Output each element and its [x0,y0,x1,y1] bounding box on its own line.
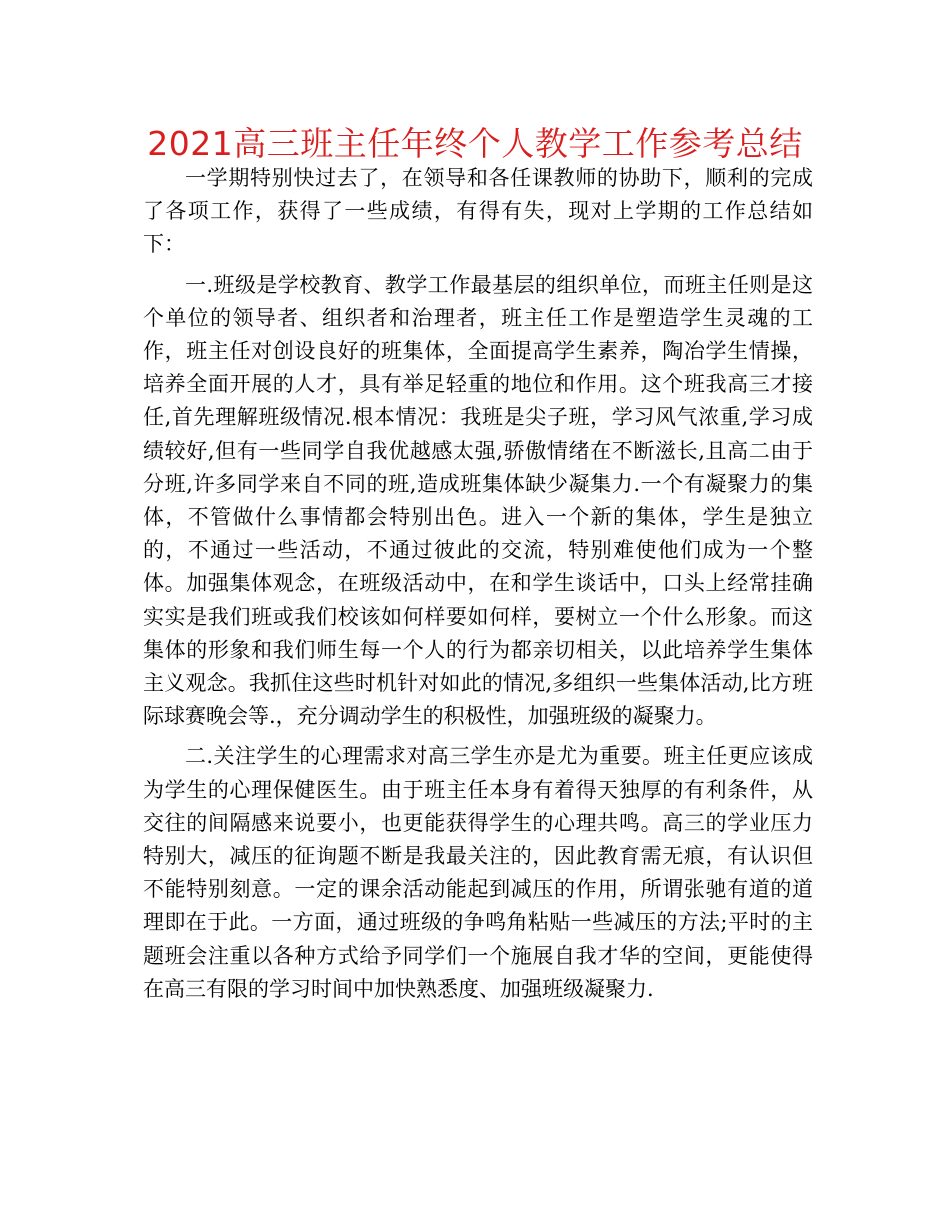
document-title: 2021高三班主任年终个人教学工作参考总结 [147,124,803,163]
paragraph-section-one: 一.班级是学校教育、教学工作最基层的组织单位，而班主任则是这个单位的领导者、组织者和治理者，班主任工作是塑造学生灵魂的工作，班主任对创设良好的班集体，全面提高学生素养，陶冶学生情操，培养全面开展的人才，具有举足轻重的地位和作用。这个班我高三才接任,首先理解班级情况.根本情况：我班是尖子班，学习风气浓重,学习成绩较好,但有一些同学自我优越感太强,骄傲情绪在不断滋长,且高二由于分班,许多同学来自不同的班,造成班集体缺少凝集力.一个有凝聚力的集体，不管做什么事情都会特别出色。进入一个新的集体，学生是独立的，不通过一些活动，不通过彼此的交流，特别难使他们成为一个整体。加强集体观念，在班级活动中，在和学生谈话中，口头上经常挂确实实是我们班或我们校该如何样要如何样，要树立一个什么形象。而这集体的形象和我们师生每一个人的行为都亲切相关，以此培养学生集体主义观念。我抓住这些时机针对如此的情况,多组织一些集体活动,比方班际球赛晚会等.，充分调动学生的积极性，加强班级的凝聚力。 [143,272,813,729]
paragraph-section-two: 二.关注学生的心理需求对高三学生亦是尤为重要。班主任更应该成为学生的心理保健医生。由于班主任本身有着得天独厚的有利条件，从交往的间隔感来说要小，也更能获得学生的心理共鸣。高三的学业压力特别大，减压的征询题不断是我最关注的，因此教育需无痕，有认识但不能特别刻意。一定的课余活动能起到减压的作用，所谓张驰有道的道理即在于此。一方面，通过班级的争鸣角粘贴一些减压的方法;平时的主题班会注重以各种方式给予同学们一个施展自我才华的空间，更能使得在高三有限的学习时间中加快熟悉度、加强班级凝聚力. [143,744,813,1001]
paragraph-intro: 一学期特别快过去了，在领导和各任课教师的协助下，顺利的完成了各项工作，获得了一些成绩，有得有失，现对上学期的工作总结如下： [143,166,813,257]
document-body [143,162,813,1013]
